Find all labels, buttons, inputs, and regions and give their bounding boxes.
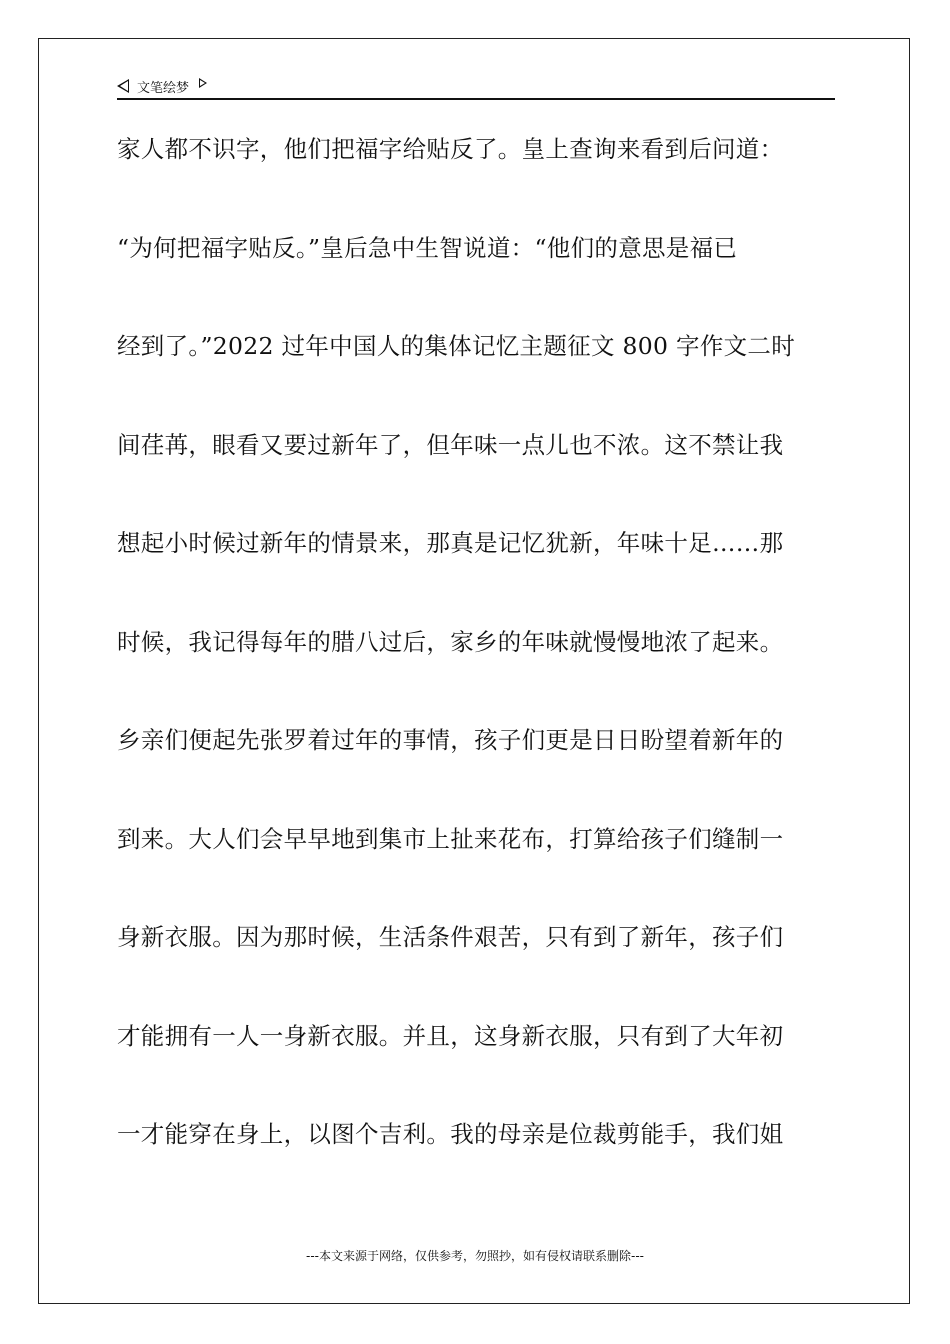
page-footer: ---本文来源于网络，仅供参考，勿照抄，如有侵权请联系删除--- (306, 1249, 644, 1263)
text-line: 一才能穿在身上，以图个吉利。我的母亲是位裁剪能手，我们姐 (117, 1120, 784, 1148)
text-line: 时候，我记得每年的腊八过后，家乡的年味就慢慢地浓了起来。 (117, 627, 784, 656)
text-line: 家人都不识字，他们把福字给贴反了。皇上查询来看到后问道： (117, 135, 784, 163)
document-body (117, 120, 835, 1204)
text-line: 想起小时候过新年的情景来，那真是记忆犹新，年味十足……那 (117, 529, 784, 557)
text-line: 才能拥有一人一身新衣服。并且，这身新衣服，只有到了大年初 (117, 1021, 784, 1050)
text-line: 身新衣服。因为那时候，生活条件艰苦，只有到了新年，孩子们 (117, 923, 784, 951)
header-title: 文笔绘梦 (137, 80, 190, 96)
text-line: 乡亲们便起先张罗着过年的事情，孩子们更是日日盼望着新年的 (117, 726, 784, 754)
text-line: 间荏苒，眼看又要过新年了，但年味一点儿也不浓。这不禁让我 (117, 430, 784, 459)
text-line: 到来。大人们会早早地到集市上扯来花布，打算给孩子们缝制一 (117, 824, 784, 853)
text-line: 经到了。”2022 过年中国人的集体记忆主题征文 800 字作文二时 (117, 332, 796, 360)
triangle-left-icon (117, 79, 129, 93)
triangle-right-icon (199, 78, 207, 88)
text-line: “为何把福字贴反。”皇后急中生智说道：“他们的意思是福已 (117, 233, 738, 262)
page-header (117, 74, 835, 100)
